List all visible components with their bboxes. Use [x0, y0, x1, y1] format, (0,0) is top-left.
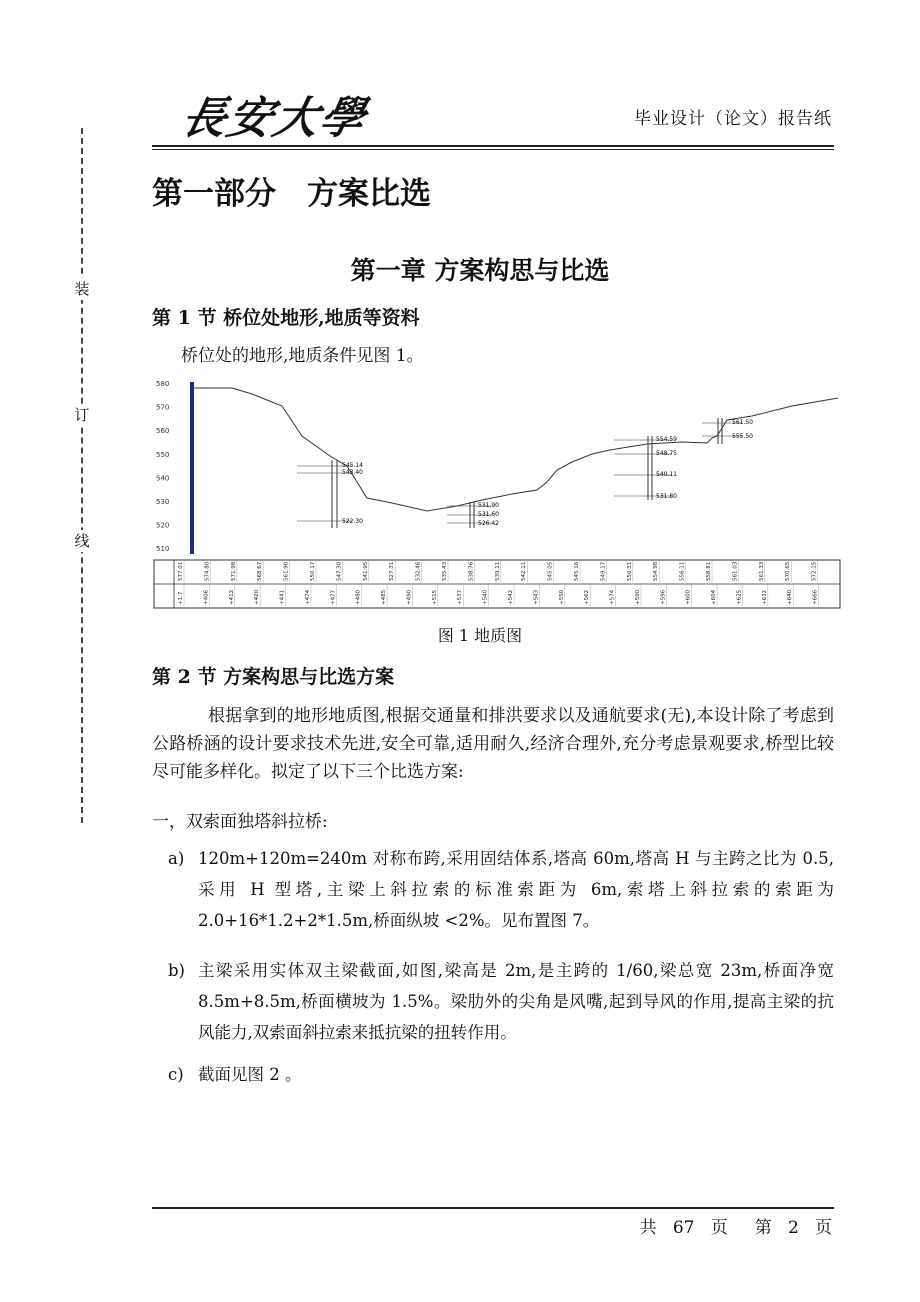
footer-total-pages: 67	[672, 1218, 695, 1238]
binding-dashed-line	[81, 128, 83, 823]
section2-paragraph: 根据拿到的地形地质图,根据交通量和排洪要求以及通航要求(无),本设计除了考虑到公路桥涵的设计要求技术先进,安全可靠,适用耐久,经济合理外,充分考虑景观要求,桥型比较尽可能多样化。拟定了以下三个比选方案:	[152, 706, 834, 782]
y-axis-ticks	[156, 380, 169, 553]
station-value: +562	[584, 589, 591, 605]
borehole-label: 561.50	[732, 419, 753, 426]
station-value: +625	[736, 589, 743, 605]
station-value: +542	[508, 589, 514, 605]
figure1-caption: 图 1 地质图	[437, 626, 523, 645]
station-value: +477	[330, 589, 337, 605]
y-tick-label: 570	[156, 403, 170, 412]
borehole-label: 540.11	[656, 471, 677, 478]
station-value: +550	[558, 589, 565, 605]
elevation-value: 549.17	[600, 561, 607, 581]
borehole-2	[447, 502, 499, 528]
header-rule	[152, 145, 834, 147]
borehole-label: 548.75	[656, 450, 677, 457]
elevation-value: 539.11	[494, 561, 501, 581]
station-value: +420	[254, 589, 261, 605]
elevation-value: 538.76	[468, 561, 475, 581]
elevation-value: 572.15	[811, 561, 818, 581]
list-marker: b)	[168, 961, 185, 980]
part-title: 第一部分 方案比选	[152, 176, 431, 212]
y-tick-label: 530	[156, 498, 170, 506]
station-value: +590	[634, 589, 641, 605]
elevation-value: 561.90	[283, 561, 290, 581]
y-tick-label: 560	[156, 427, 170, 436]
station-value: +596	[660, 589, 667, 605]
elevation-value: 558.81	[706, 561, 712, 581]
elevation-value: 547.30	[336, 561, 343, 581]
station-value: +632	[761, 589, 768, 605]
elevation-row	[178, 559, 818, 582]
scheme1-title: 一，双索面独塔斜拉桥:	[152, 812, 328, 832]
elevation-value: 574.80	[204, 561, 211, 581]
footer-page-unit: 页	[710, 1218, 728, 1238]
list-text: 截面见图 2 。	[198, 1065, 302, 1084]
elevation-value: 571.98	[230, 561, 237, 581]
elevation-value: 535.43	[442, 561, 448, 581]
list-item-c	[152, 1059, 834, 1090]
binding-char-zhuang: 装	[71, 278, 93, 300]
elevation-value: 556.11	[679, 561, 686, 581]
station-value: +640	[787, 589, 794, 605]
section1-intro: 桥位处的地形,地质条件见图 1。	[181, 346, 424, 366]
header-title: 毕业设计（论文）报告纸	[634, 109, 832, 129]
university-logo: 長安大學	[176, 93, 372, 144]
borehole-3	[614, 436, 677, 500]
elevation-value: 570.65	[785, 561, 792, 581]
elevation-value: 550.31	[626, 561, 633, 581]
list-marker: a)	[168, 849, 185, 868]
footer-total-label: 共	[639, 1218, 657, 1238]
geology-profile-figure	[152, 378, 842, 610]
station-value: +490	[406, 589, 413, 605]
list-marker: c)	[168, 1065, 184, 1084]
footer-current-page: 2	[787, 1218, 799, 1238]
binding-char-xian: 线	[71, 530, 93, 552]
section1-title: 第 1 节 桥位处地形,地质等资料	[152, 307, 420, 329]
list-item-b	[152, 955, 834, 1048]
borehole-1	[297, 460, 363, 528]
list-item-a	[152, 843, 834, 936]
borehole-label: 526.42	[478, 520, 499, 527]
binding-char-ding: 订	[71, 404, 93, 426]
station-value: +666	[812, 589, 819, 605]
station-value: +574	[609, 589, 616, 605]
borehole-label: 543.40	[342, 469, 363, 476]
elevation-scale-bar	[190, 382, 194, 554]
station-value: +485	[381, 589, 388, 605]
elevation-value: 550.17	[310, 561, 316, 581]
y-tick-label: 580	[156, 380, 170, 388]
page-footer	[640, 1213, 832, 1238]
elevation-value: 527.31	[389, 561, 396, 581]
station-value: +474	[304, 589, 311, 605]
borehole-label: 545.14	[342, 462, 363, 469]
station-value: +480	[355, 589, 362, 605]
station-value: +441	[279, 589, 286, 605]
list-text: 120m+120m=240m 对称布跨,采用固结体系,塔高 60m,塔高 H 与主跨之比为 0.5,采用 H 型塔,主梁上斜拉索的标准索距为 6m,索塔上斜拉索的索距为 2.0+16*1.2+2*1.5m,桥面纵坡 <2%。见布置图 7。	[198, 849, 834, 930]
list-text: 主梁采用实体双主梁截面,如图,梁高是 2m,是主跨的 1/60,梁总宽 23m,桥面净宽 8.5m+8.5m,桥面横坡为 1.5%。梁肋外的尖角是风嘴,起到导风的作用,提高主梁的抗风能力,双索面斜拉索来抵抗梁的扭转作用。	[198, 961, 834, 1042]
station-value: +515	[431, 589, 438, 605]
elevation-value: 568.67	[257, 561, 264, 581]
y-tick-label: 540	[156, 474, 170, 483]
station-value: +406	[203, 589, 210, 605]
elevation-value: 541.95	[362, 561, 369, 581]
borehole-label: 554.59	[656, 436, 677, 443]
borehole-label: 555.50	[732, 433, 753, 440]
station-value: +412	[228, 589, 235, 605]
elevation-value: 545.16	[574, 561, 580, 581]
footer-current-unit: 页	[815, 1218, 832, 1238]
elevation-value: 577.01	[178, 561, 184, 581]
elevation-value: 561.33	[758, 561, 765, 581]
station-value: +540	[482, 589, 489, 605]
borehole-label: 531.60	[478, 511, 499, 518]
y-tick-label: 550	[156, 450, 170, 459]
station-value: +604	[711, 589, 718, 605]
borehole-label: 531.90	[478, 502, 499, 509]
chapter-title: 第一章 方案构思与比选	[350, 256, 610, 285]
elevation-value: 542.11	[521, 561, 528, 581]
elevation-value: 561.03	[732, 561, 739, 581]
station-value: +1.7	[178, 591, 184, 605]
elevation-value: 545.05	[547, 561, 554, 581]
station-row	[178, 583, 819, 606]
elevation-value: 554.98	[653, 561, 660, 581]
section2-title: 第 2 节 方案构思与比选方案	[152, 666, 395, 688]
y-tick-label: 520	[156, 521, 170, 530]
y-tick-label: 510	[156, 545, 170, 554]
station-value: +600	[685, 589, 692, 605]
footer-current-label: 第	[754, 1218, 772, 1238]
header-rule-thin	[152, 149, 834, 150]
station-value: +543	[533, 589, 540, 605]
station-value: +537	[457, 589, 464, 605]
elevation-value: 532.46	[415, 561, 422, 581]
borehole-label: 531.80	[656, 493, 677, 500]
footer-rule	[152, 1207, 834, 1209]
borehole-label: 522.30	[342, 518, 363, 525]
ground-profile-line	[194, 388, 838, 511]
